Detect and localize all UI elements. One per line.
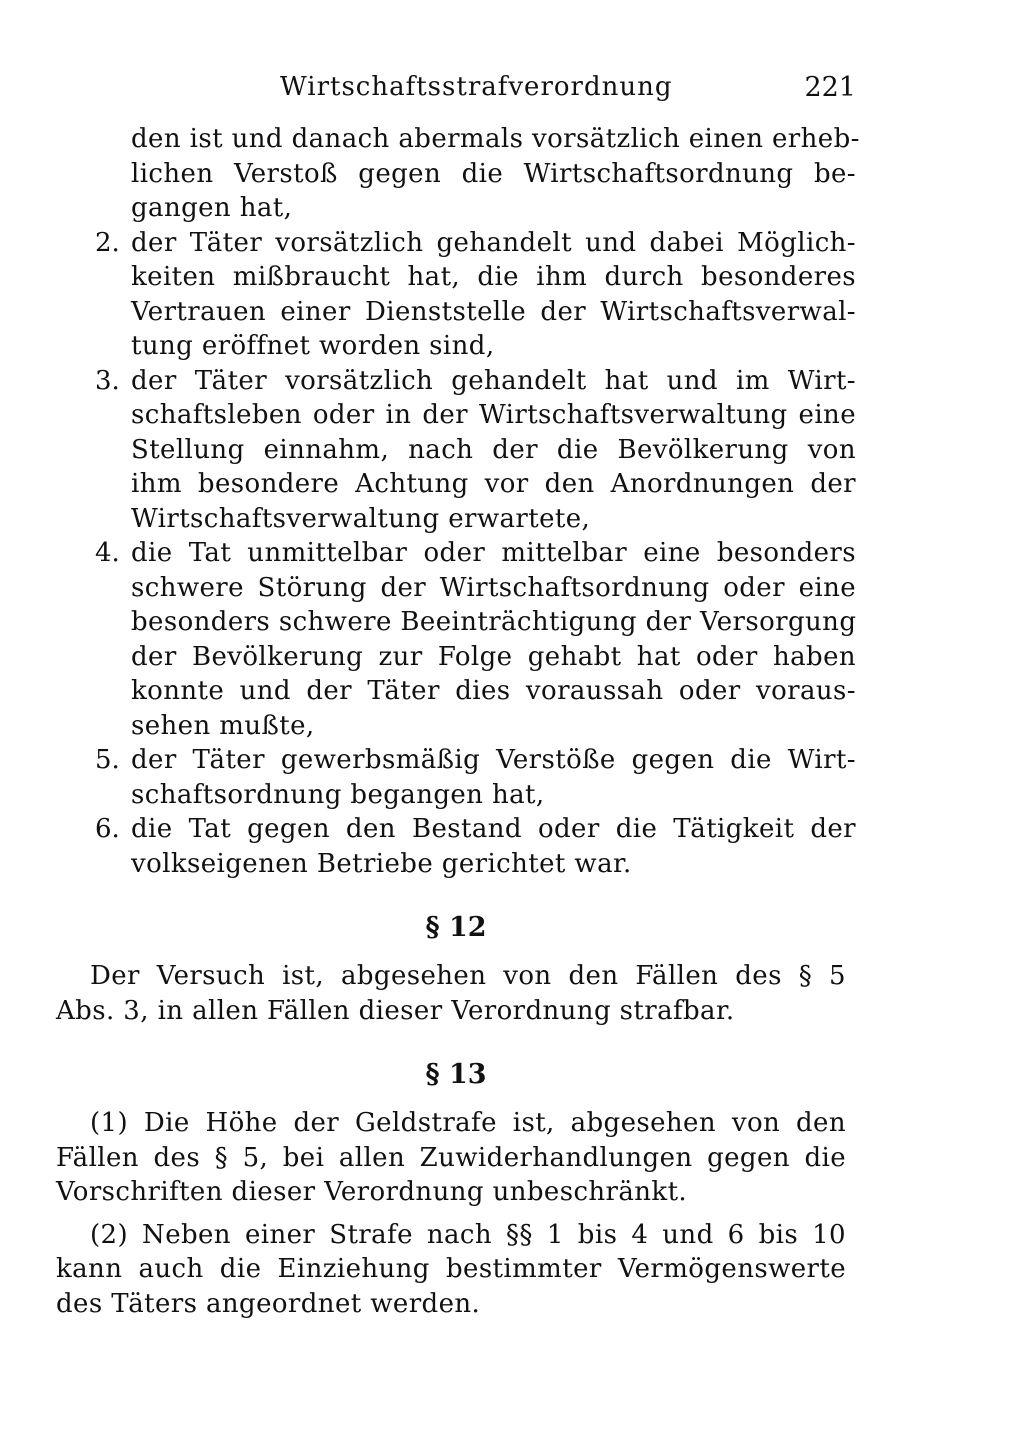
running-title: Wirtschaftsstrafverordnung bbox=[280, 72, 673, 102]
text-line: der Täter gewerbsmäßig Verstöße gegen die Wirt- bbox=[131, 745, 856, 775]
text-line: volkseigenen Betriebe gerichtet war. bbox=[131, 848, 632, 879]
list-item-number: 4. bbox=[95, 538, 120, 568]
text-line: (1) Die Höhe der Geldstrafe ist, abgesehen von den bbox=[90, 1108, 846, 1138]
section-12-paragraph bbox=[56, 959, 846, 1028]
list-item-4 bbox=[95, 536, 857, 743]
text-line: lichen Verstoß gegen die Wirtschaftsordnung be- bbox=[131, 158, 856, 189]
text-line: der Täter vorsätzlich gehandelt hat und im Wirt- bbox=[131, 365, 856, 396]
text-line: Der Versuch ist, abgesehen von den Fällen des § 5 bbox=[90, 961, 846, 991]
list-item-6 bbox=[95, 812, 856, 881]
list-item-number: 2. bbox=[95, 227, 120, 258]
text-line: sehen mußte, bbox=[131, 710, 315, 741]
text-line: (2) Neben einer Strafe nach §§ 1 bis 4 und 6 bis 10 bbox=[90, 1219, 846, 1250]
text-line: gangen hat, bbox=[131, 193, 293, 223]
text-line: ihm besondere Achtung vor den Anordnungen der bbox=[131, 469, 856, 499]
list-item-2 bbox=[95, 226, 856, 364]
list-item-number: 6. bbox=[95, 814, 120, 844]
section-13-paragraph-1 bbox=[56, 1106, 846, 1210]
list-item-continuation bbox=[131, 122, 860, 226]
section-heading-12: § 12 bbox=[425, 912, 487, 943]
text-line: schaftsleben oder in der Wirtschaftsverwaltung eine bbox=[131, 400, 856, 430]
page-number: 221 bbox=[804, 72, 856, 103]
running-header bbox=[56, 60, 856, 122]
text-line: Vorschriften dieser Verordnung unbeschränkt. bbox=[56, 1177, 688, 1207]
text-line: besonders schwere Beeinträchtigung der Versorgung bbox=[131, 607, 857, 637]
text-line: den ist und danach abermals vorsätzlich einen erheb- bbox=[131, 124, 860, 154]
text-line: die Tat unmittelbar oder mittelbar eine besonders bbox=[131, 538, 856, 568]
section-13-paragraph-2 bbox=[56, 1218, 846, 1322]
text-line: Stellung einnahm, nach der die Bevölkerung von bbox=[131, 434, 856, 465]
text-line: kann auch die Einziehung bestimmter Vermögenswerte bbox=[56, 1254, 846, 1284]
enumeration-list bbox=[56, 122, 860, 881]
list-item-5 bbox=[95, 743, 856, 812]
text-line: konnte und der Täter dies voraussah oder voraus- bbox=[131, 676, 856, 706]
text-line: Wirtschaftsverwaltung erwartete, bbox=[131, 503, 591, 534]
list-item-number: 5. bbox=[95, 745, 120, 775]
document-page bbox=[56, 60, 860, 1400]
section-heading-13: § 13 bbox=[425, 1059, 487, 1090]
list-item-number: 3. bbox=[95, 365, 120, 396]
text-line: tung eröffnet worden sind, bbox=[131, 331, 495, 361]
text-line: Fällen des § 5, bei allen Zuwiderhandlungen gegen die bbox=[56, 1142, 846, 1173]
text-line: schaftsordnung begangen hat, bbox=[131, 779, 545, 810]
text-line: Abs. 3, in allen Fällen dieser Verordnung strafbar. bbox=[56, 995, 735, 1026]
text-line: der Täter vorsätzlich gehandelt und dabei Möglich- bbox=[131, 227, 856, 258]
list-item-3 bbox=[95, 364, 856, 537]
text-line: die Tat gegen den Bestand oder die Tätigkeit der bbox=[131, 814, 856, 844]
text-line: der Bevölkerung zur Folge gehabt hat oder haben bbox=[131, 641, 856, 672]
text-line: Vertrauen einer Dienststelle der Wirtschaftsverwal- bbox=[131, 296, 856, 327]
text-line: des Täters angeordnet werden. bbox=[56, 1288, 481, 1319]
text-line: keiten mißbraucht hat, die ihm durch besonderes bbox=[131, 262, 856, 292]
text-line: schwere Störung der Wirtschaftsordnung oder eine bbox=[131, 572, 856, 603]
